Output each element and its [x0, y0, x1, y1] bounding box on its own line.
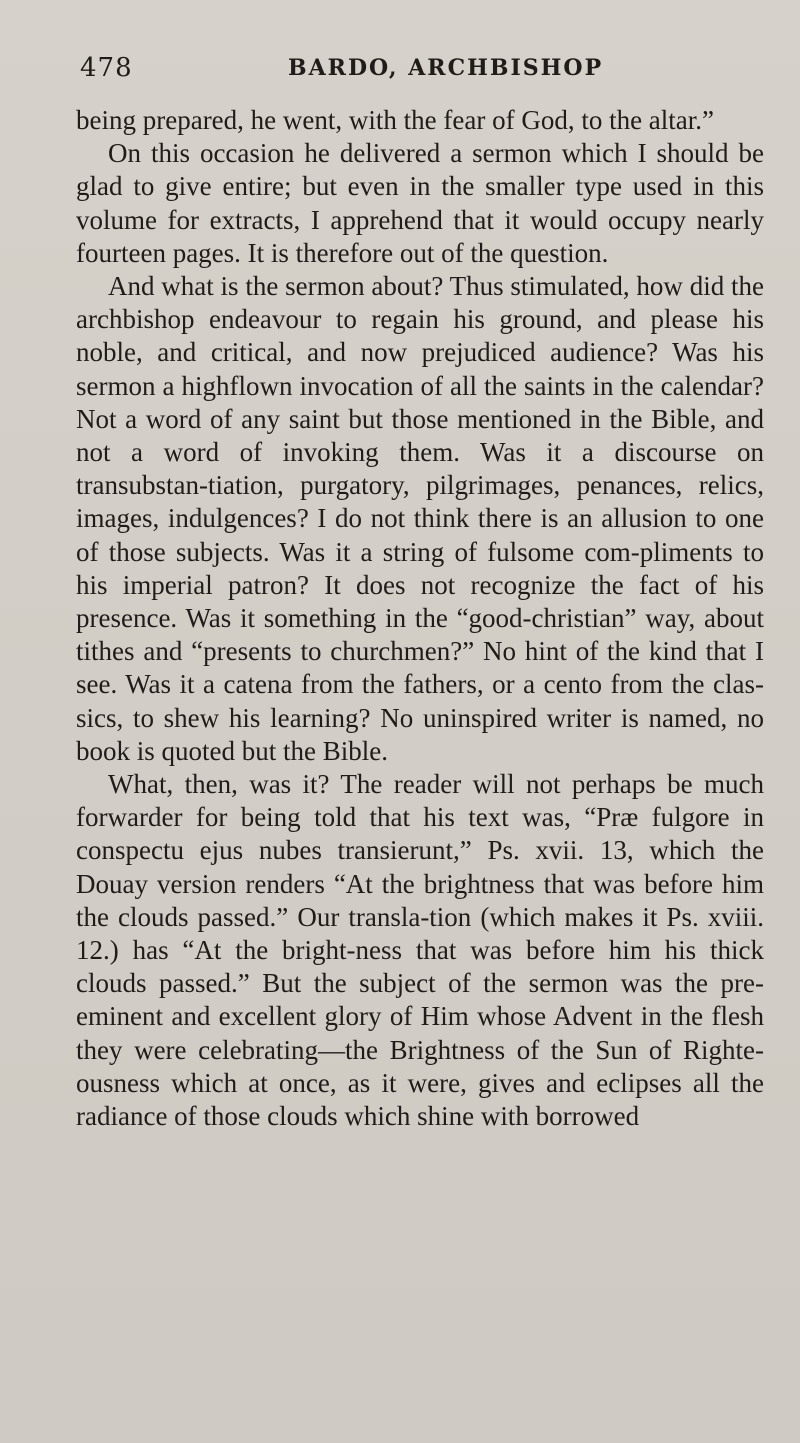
running-head	[76, 52, 764, 92]
paragraph-4: What, then, was it? The reader will not perhaps be much forwarder for being told that his text was, “Præ fulgore in conspectu ejus nubes transierunt,” Ps. xvii. 13, which the Douay version renders “At the brightness that was before him the clouds passed.” Our transla-tion (which makes it Ps. xviii. 12.) has “At the bright-ness that was before him his thick clouds passed.” But the subject of the sermon was the pre-eminent and excellent glory of Him whose Advent in the flesh they were celebrating—the Brightness of the Sun of Righte-ousness which at once, as it were, gives and eclipses all the radiance of those clouds which shine with borrowed	[76, 769, 764, 1132]
paragraph-2: On this occasion he delivered a sermon which I should be glad to give entire; but even in the smaller type used in this volume for extracts, I apprehend that it would occupy nearly fourteen pages. It is therefore out of the question.	[76, 138, 764, 268]
paragraph-1: being prepared, he went, with the fear of God, to the altar.”	[76, 105, 715, 135]
page-number: 478	[80, 53, 133, 83]
running-title: BARDO, ARCHBISHOP	[288, 55, 604, 81]
body-text	[76, 104, 764, 1133]
paragraph-3: And what is the sermon about? Thus stimulated, how did the archbishop endeavour to regain his ground, and please his noble, and critical, and now prejudiced audience? Was his sermon a highflown invocation of all the saints in the calendar? Not a word of any saint but those mentioned in the Bible, and not a word of invoking them. Was it a discourse on transubstan-tiation, purgatory, pilgrimages, penances, relics, images, indulgences? I do not think there is an allusion to one of those subjects. Was it a string of fulsome com-pliments to his imperial patron? It does not recognize the fact of his presence. Was it something in the “good-christian” way, about tithes and “presents to churchmen?” No hint of the kind that I see. Was it a catena from the fathers, or a cento from the clas-sics, to shew his learning? No uninspired writer is named, no book is quoted but the Bible.	[76, 271, 764, 766]
